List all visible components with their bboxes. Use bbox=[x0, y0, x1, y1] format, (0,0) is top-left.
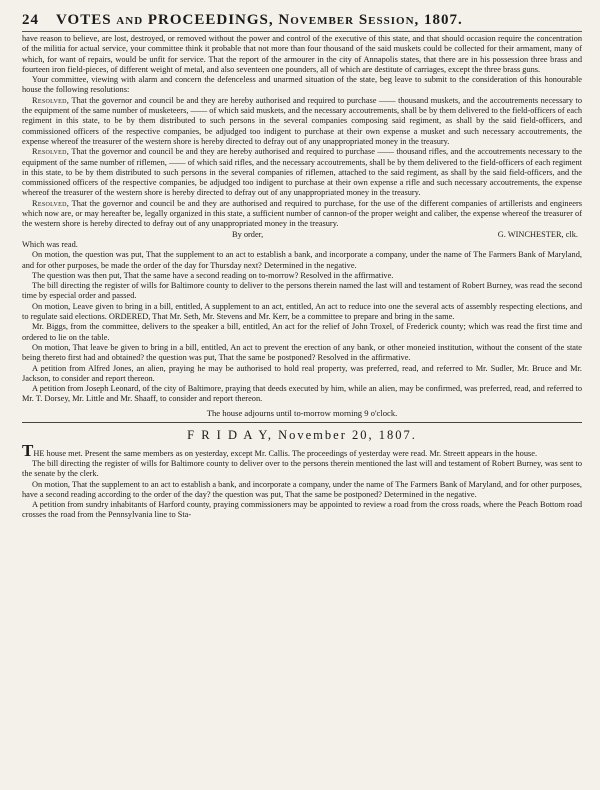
paragraph: A petition from sundry inhabitants of Harford county, praying commissioners may be appointed to review a road from the cross roads, where the Peach Bottom road crosses the road from the Pennsylvania line to Sta- bbox=[22, 500, 582, 520]
paragraph-text: HE house met. Present the same members as on yesterday, except Mr. Callis. The proceedings of yesterday were read. Mr. Streett appears in the house. bbox=[33, 448, 538, 458]
paragraph: On motion, the question was put, That the supplement to an act to establish a bank, and incorporate a company, under the name of The Farmers Bank of Maryland, and for other purposes, be made the order of the day for Thursday next? Determined in the negative. bbox=[22, 250, 582, 270]
paragraph: The bill directing the register of wills for Baltimore county to deliver to the persons therein named the last will and testament of Robert Burney, was read the second time by especial order and passed. bbox=[22, 281, 582, 301]
day-heading: F R I D A Y, November 20, 1807. bbox=[187, 427, 417, 442]
resolution-lead: Resolved, bbox=[32, 198, 70, 208]
resolution bbox=[22, 147, 582, 198]
section-divider bbox=[22, 422, 582, 423]
paragraph: A petition from Alfred Jones, an alien, praying he may be authorised to hold real property, was preferred, read, and referred to Mr. Sudler, Mr. Bruce and Mr. Jackson, to consider and report thereon. bbox=[22, 363, 582, 383]
adjournment-note: The house adjourns until to-morrow morning 9 o'clock. bbox=[206, 407, 398, 418]
page-header bbox=[22, 12, 582, 32]
paragraph: The question was then put, That the same have a second reading on to-morrow? Resolved in the affirmative. bbox=[32, 270, 394, 280]
resolution-text: That the governor and council be and they are authorised and required to purchase, for the use of the different companies of artillerists and engineers which now are, or may hereafter be, legally organized in this state, a sufficient number of cannon-of the proper weight and caliber, the expense whereof the treasurer of the western shore is hereby directed to defray out of any unappropriated money in the treasury. bbox=[22, 198, 582, 229]
resolution-lead: Resolved, bbox=[32, 147, 70, 157]
paragraph: On motion, That leave be given to bring in a bill, entitled, An act to prevent the erection of any bank, or other moneied institution, without the consent of the state being thereto first had and obtained? the question was put, That the same be postponed? Resolved in the affirmative. bbox=[22, 342, 582, 363]
paragraph: A petition from Joseph Leonard, of the city of Baltimore, praying that deeds executed by him, while an alien, may be confirmed, was preferred, read, and referred to Mr. T. Dorsey, Mr. Little and Mr. Shaaff, to consider and report thereon. bbox=[22, 384, 582, 404]
paragraph: On motion, Leave given to bring in a bill, entitled, A supplement to an act, entitled, An act to reduce into one the several acts of assembly respecting elections, and to regulate said elections. ORDERED, That Mr. Seth, Mr. Stevens and Mr. Kerr, be a committee to prepare and bring in the same. bbox=[22, 301, 582, 322]
resolution bbox=[22, 96, 582, 147]
paragraph: The bill directing the register of wills for Baltimore county to deliver over to the persons therein mentioned the last will and testament of Robert Burney, was sent to the senate by the clerk. bbox=[22, 458, 582, 479]
resolution-text: That the governor and council be and they are hereby authorised and required to purchase —— thousand muskets, and the accoutrements necessary to the equipment of the same number of musketeers, —— of which said muskets, and the necessary accoutrements, shall be by them delivered to the field-officers of each regiment in this state, to be by them distributed to such persons in the several companies composing said regiment, as shall by the said field-officers, and commissioned officers of the respective companies, be adjudged too indigent to purchase at their own expense a musket and such necessary accoutrements, the expense whereof the treasurer of the western shore is hereby directed to defray out of any unappropriated money in the treasury. bbox=[22, 95, 582, 146]
resolution-text: That the governor and council be and they are hereby authorised and required to purchase —— thousand rifles, and the accoutrements necessary to the equipment of the same number of riflemen, —— of which said rifles, and the necessary accoutrements, shall be by them delivered to the field-officers of each regiment in this state, to be by them distributed to such persons in the several companies of riflemen, attached to the said regiment, as shall by the said field-officers, and the commissioned officers of the respective companies, be adjudged too indigent to purchase at their own expense a rifle and such necessary accoutrements, the expense whereof the treasurer of the western shore is hereby directed to defray out of any unappropriated money in the treasury. bbox=[22, 147, 583, 198]
paragraph: On motion, That the supplement to an act to establish a bank, and incorporate a company, under the name of The Farmers Bank of Maryland, and for other purposes, have a second reading according to the order of the day? the question was put, That the same be postponed? Determined in the negative. bbox=[22, 479, 582, 499]
resolution bbox=[22, 199, 582, 230]
paragraph bbox=[22, 440, 582, 460]
drop-cap: T bbox=[22, 440, 34, 460]
by-order: By order, bbox=[232, 229, 264, 239]
paragraph: have reason to believe, are lost, destroyed, or removed without the power and control of the executive of this state, and that should occasion require the concentration of the militia for actual service, your committee think it probable that not more than four thousand of the said muskets could be collected for their armament, many of which, for want of repairs, would be unfit for service. That the report of the armourer in the city of Annapolis states, that there are in his possession three brass and fourteen iron field-pieces, of different weight of metal, and also seventeen one pounders, all of which are destitute of carriages, except the three brass guns. bbox=[22, 34, 582, 74]
clerk-name: G. WINCHESTER, clk. bbox=[497, 229, 578, 239]
signature-line bbox=[22, 230, 582, 240]
paragraph: Your committee, viewing with alarm and concern the defenceless and unarmed situation of the state, beg leave to submit to the consideration of this honourable house the following resolutions: bbox=[22, 75, 582, 95]
resolution-lead: Resolved, bbox=[32, 95, 70, 105]
paragraph: Which was read. bbox=[22, 239, 78, 249]
page-number: 24 bbox=[22, 12, 39, 28]
paragraph: Mr. Biggs, from the committee, delivers to the speaker a bill, entitled, An act for the relief of John Troxel, of Frederick county; which was read the first time and ordered to lie on the table. bbox=[22, 322, 582, 342]
running-title: VOTES and PROCEEDINGS, November Session, 1807. bbox=[56, 12, 463, 28]
